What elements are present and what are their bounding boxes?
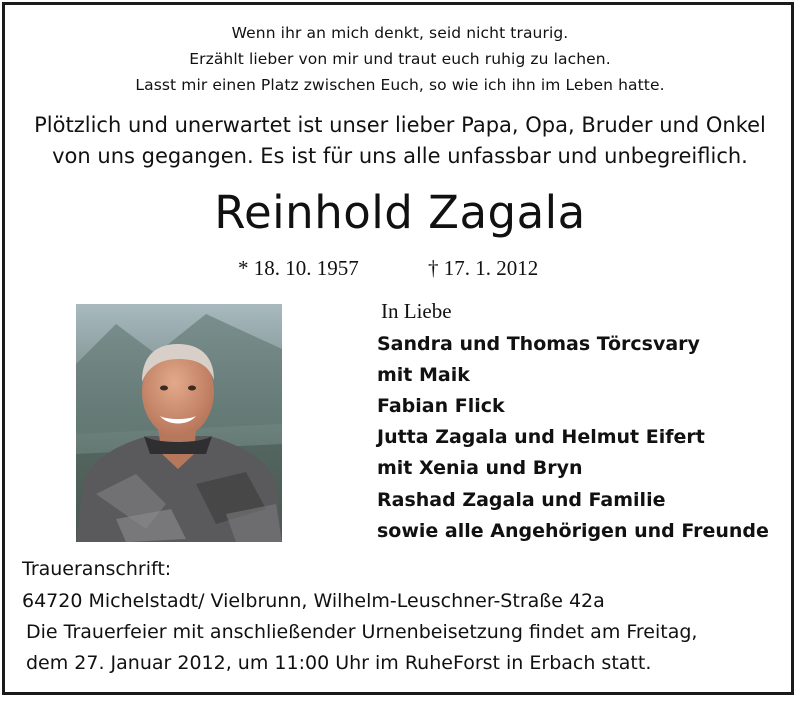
mourner-line: Rashad Zagala und Familie xyxy=(377,489,666,511)
mourners-heading: In Liebe xyxy=(381,299,452,323)
mourner-line: mit Maik xyxy=(377,364,470,386)
death-date: † 17. 1. 2012 xyxy=(428,256,539,280)
poem-line-3: Lasst mir einen Platz zwischen Euch, so wie ich ihn im Leben hatte. xyxy=(135,76,665,94)
mourner-line: Fabian Flick xyxy=(377,395,505,417)
poem-line-1: Wenn ihr an mich denkt, seid nicht traurig. xyxy=(231,24,569,42)
deceased-name: Reinhold Zagala xyxy=(214,186,586,239)
portrait-photo xyxy=(76,304,282,542)
address-label: Traueranschrift: xyxy=(22,558,172,580)
intro-line-2: von uns gegangen. Es ist für uns alle unfassbar und unbegreiflich. xyxy=(52,144,748,168)
ceremony-line-2: dem 27. Januar 2012, um 11:00 Uhr im RuheForst in Erbach statt. xyxy=(26,652,652,674)
mourner-line: Jutta Zagala und Helmut Eifert xyxy=(377,426,705,448)
intro-line-1: Plötzlich und unerwartet ist unser lieber Papa, Opa, Bruder und Onkel xyxy=(34,113,766,137)
mourner-line: Sandra und Thomas Törcsvary xyxy=(377,333,700,355)
birth-date: * 18. 10. 1957 xyxy=(238,256,359,280)
mourner-line: mit Xenia und Bryn xyxy=(377,457,583,479)
address-line: 64720 Michelstadt/ Vielbrunn, Wilhelm-Leuschner-Straße 42a xyxy=(22,590,605,612)
ceremony-line-1: Die Trauerfeier mit anschließender Urnenbeisetzung findet am Freitag, xyxy=(26,621,698,643)
poem-line-2: Erzählt lieber von mir und traut euch ruhig zu lachen. xyxy=(189,50,611,68)
mourner-line: sowie alle Angehörigen und Freunde xyxy=(377,520,769,542)
